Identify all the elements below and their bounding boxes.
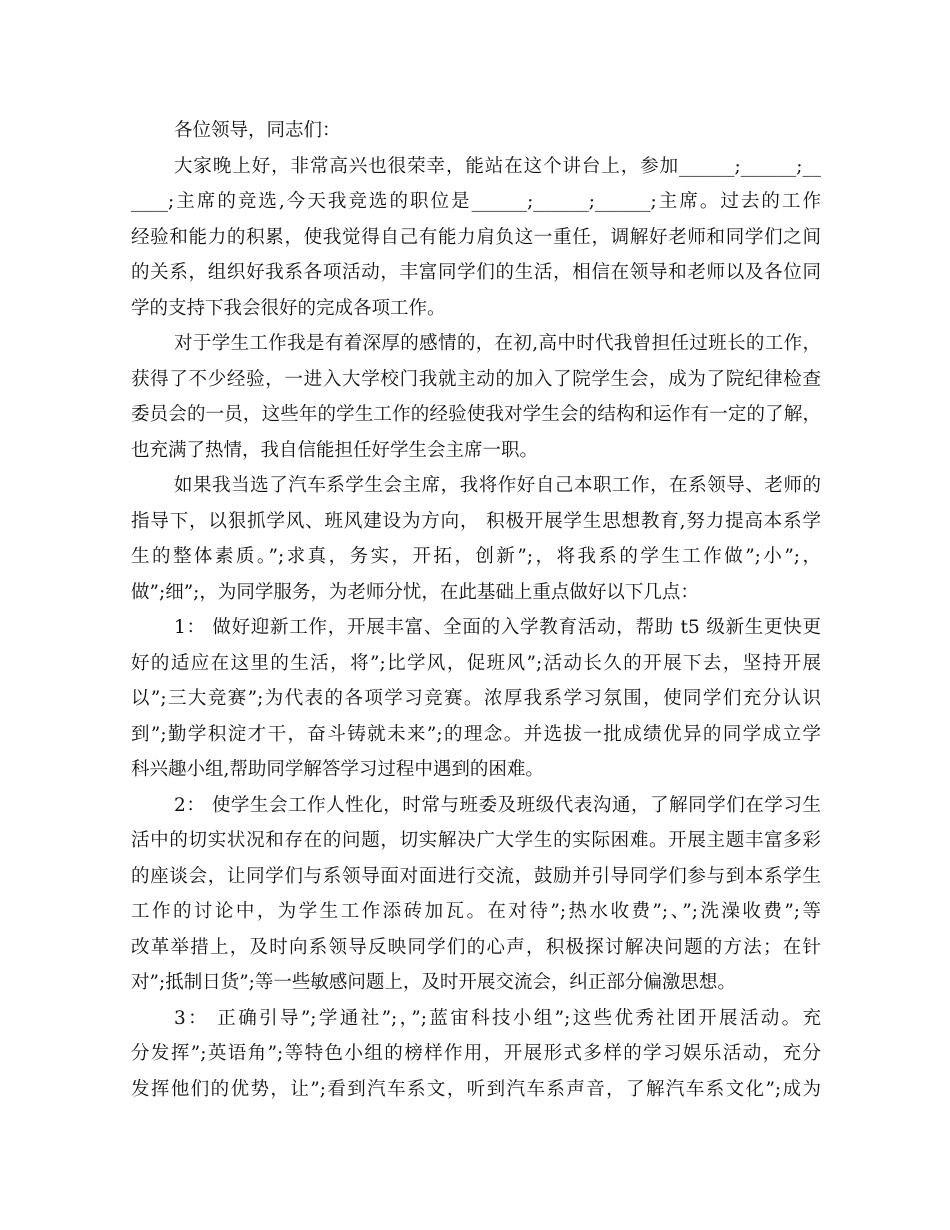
paragraph-line: 大家晚上好，非常高兴也很荣幸，能站在这个讲台上，参加______;______;__ [174,155,821,177]
paragraph-line: 发挥他们的优势，让”;看到汽车系文，听到汽车系声音，了解汽车系文化”;成为 [131,1078,821,1100]
paragraph-line: 生的整体素质。”;求真，务实，开拓，创新”;，将我系的学生工作做”;小”;， [131,546,821,567]
paragraph-line: 的关系，组织好我系各项活动，丰富同学们的生活，相信在领导和老师以及各位同 [131,262,821,283]
paragraph-line: ____;主席的竞选,今天我竞选的职位是______;______;______;主席。过去的工作 [131,191,821,212]
paragraph-line: 2： 使学生会工作人性化，时常与班委及班级代表沟通，了解同学们在学习生 [174,794,821,816]
paragraph-line: 3： 正确引导”;学通社”;，”;蓝宙科技小组”;这些优秀社团开展活动。充 [174,1007,821,1029]
paragraph-line: 获得了不少经验，一进入大学校门我就主动的加入了院学生会，成为了院纪律检查 [131,368,821,390]
paragraph-line: 如果我当选了汽车系学生会主席，我将作好自己本职工作，在系领导、老师的 [174,475,821,496]
salutation-line: 各位领导，同志们： [174,120,341,141]
paragraph-line: 的座谈会，让同学们与系领导面对面进行交流，鼓励并引导同学们参与到本系学生 [131,865,821,887]
paragraph-line: 对于学生工作我是有着深厚的感情的，在初,高中时代我曾担任过班长的工作， [174,333,821,354]
paragraph-line: 也充满了热情，我自信能担任好学生会主席一职。 [131,439,539,461]
paragraph-line: 指导下，以狠抓学风、班风建设为方向， 积极开展学生思想教育,努力提高本系学 [131,510,821,532]
paragraph-line: 活中的切实状况和存在的问题，切实解决广大学生的实际困难。开展主题丰富多彩 [131,830,821,851]
paragraph-line: 好的适应在这里的生活，将”;比学风，促班风”;活动长久的开展下去，坚持开展 [131,652,821,674]
document-body [131,113,821,1107]
paragraph-line: 以”;三大竞赛”;为代表的各项学习竞赛。浓厚我系学习氛围，使同学们充分认识 [131,688,821,709]
paragraph-line: 1： 做好迎新工作，开展丰富、全面的入学教育活动，帮助 t5 级新生更快更 [174,617,821,638]
paragraph-line: 对”;抵制日货”;等一些敏感问题上，及时开展交流会，纠正部分偏激思想。 [131,972,736,993]
paragraph-line: 经验和能力的积累，使我觉得自己有能力肩负这一重任，调解好老师和同学们之间 [131,226,821,248]
paragraph-line: 学的支持下我会很好的完成各项工作。 [131,297,446,319]
paragraph-line: 到”;勤学积淀才干，奋斗铸就未来”;的理念。并选拔一批成绩优异的同学成立学 [131,723,821,745]
paragraph-line: 做”;细”;，为同学服务，为老师分忧，在此基础上重点做好以下几点： [131,581,699,603]
paragraph-line: 改革举措上，及时向系领导反映同学们的心声，积极探讨解决问题的方法；在针 [131,936,821,958]
paragraph-line: 工作的讨论中，为学生工作添砖加瓦。在对待”;热水收费”;、”;洗澡收费”;等 [131,901,821,922]
paragraph-line: 委员会的一员，这些年的学生工作的经验使我对学生会的结构和运作有一定的了解， [131,404,821,425]
paragraph-line: 科兴趣小组,帮助同学解答学习过程中遇到的困难。 [131,759,544,780]
paragraph-line: 分发挥”;英语角”;等特色小组的榜样作用，开展形式多样的学习娱乐活动，充分 [131,1043,821,1064]
